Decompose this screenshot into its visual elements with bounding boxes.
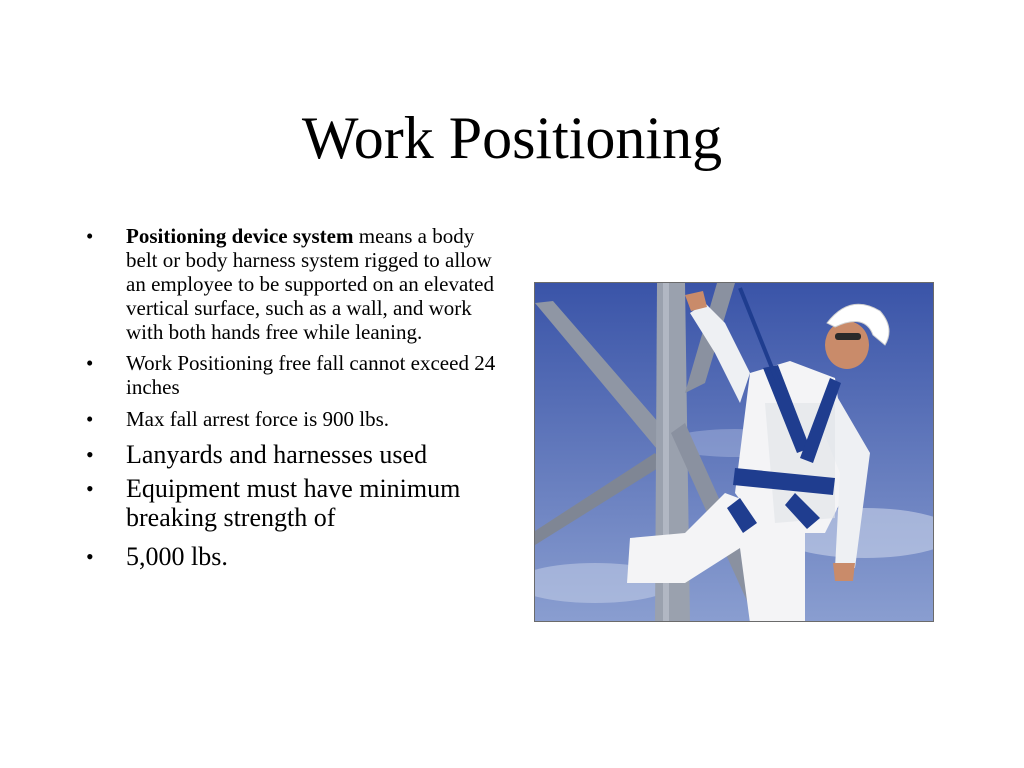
bullet-item-lanyards (86, 439, 506, 471)
bullet-dot: • (86, 351, 94, 375)
bullet-text: Max fall arrest force is 900 lbs. (126, 407, 390, 431)
slide-title: Work Positioning (301, 105, 723, 171)
safety-glasses (835, 333, 861, 340)
bullet-dot: • (86, 407, 94, 431)
bullet-dot: • (86, 476, 94, 501)
worker-face (825, 321, 869, 369)
bullet-list (86, 224, 506, 573)
bullet-text: Work Positioning free fall cannot exceed 24 inches (126, 351, 496, 399)
term-positioning-device-system: Positioning device system (126, 224, 354, 248)
bullet-text: Equipment must have minimum breaking strength of (126, 474, 461, 532)
definition-text: means a body belt or body harness system rigged to allow an employee to be supported on an elevated vertical surface, such as a wall, and work with both hands free while leaning. (126, 224, 494, 344)
bullet-item-5000-lbs (86, 541, 506, 573)
worker-hand (833, 563, 855, 581)
bullet-dot: • (86, 442, 94, 467)
worker-illustration (535, 283, 934, 622)
bullet-dot: • (86, 224, 94, 248)
bullet-text: 5,000 lbs. (126, 542, 228, 571)
bullet-text: Lanyards and harnesses used (126, 440, 428, 469)
bullet-item-max-force (86, 407, 506, 431)
bullet-item-free-fall (86, 351, 506, 399)
bullet-item-positioning-device (86, 224, 506, 344)
bullet-item-breaking-strength (86, 474, 506, 532)
worker-climbing-photo (534, 282, 934, 622)
bullet-dot: • (86, 544, 94, 569)
